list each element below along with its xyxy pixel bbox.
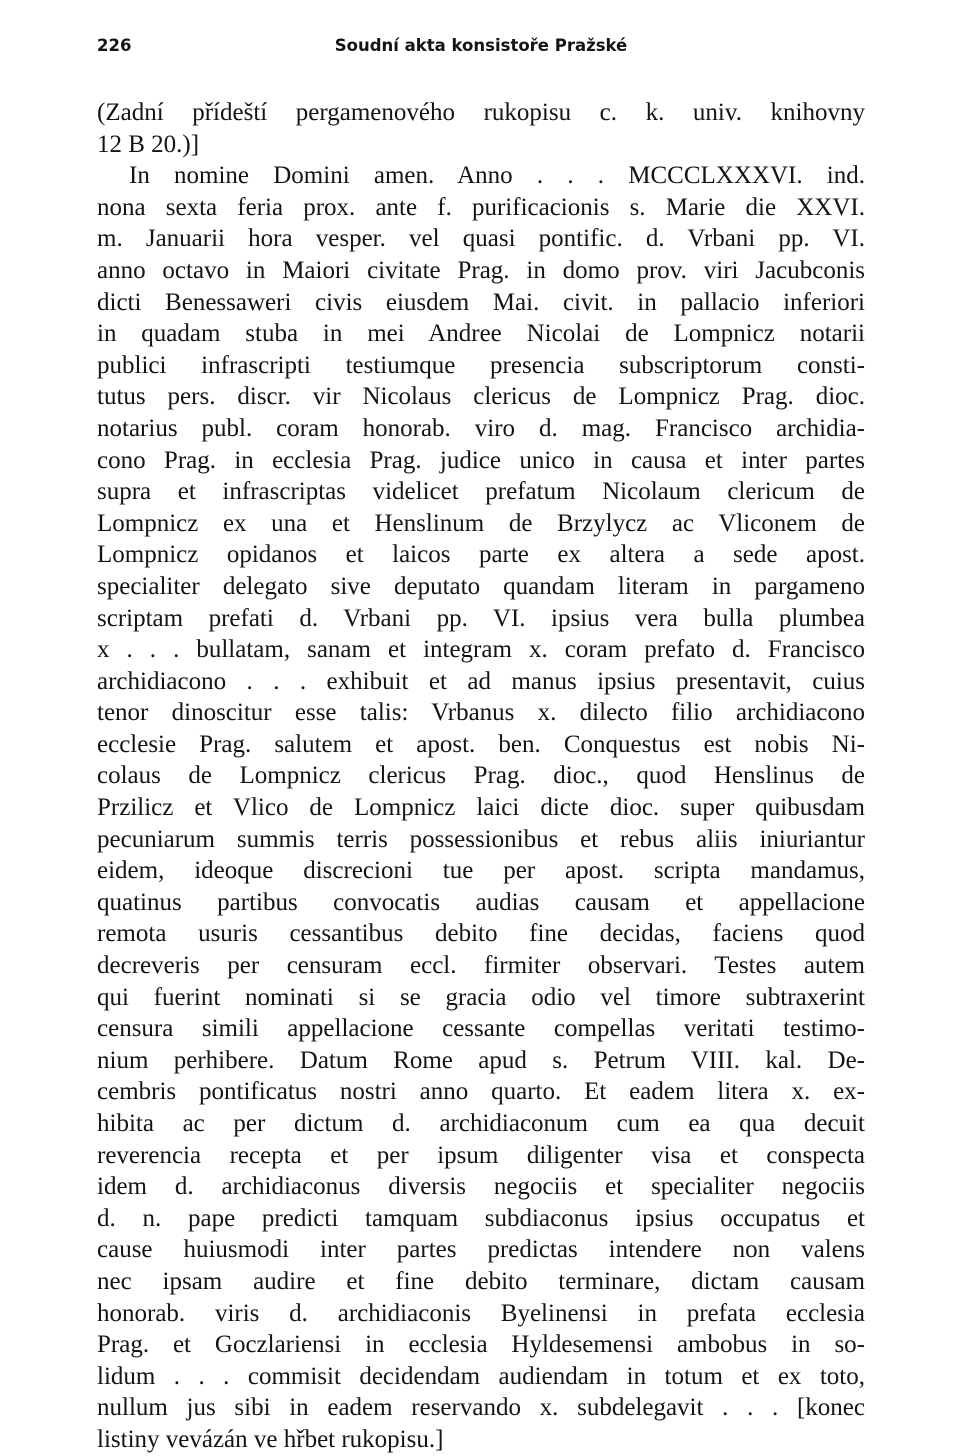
text-line: lidum . . . commisit decidendam audiendam in totum et ex toto, <box>97 1362 865 1390</box>
text-line: cono Prag. in ecclesia Prag. judice unico in causa et inter partes <box>97 446 865 474</box>
text-line: tenor dinoscitur esse talis: Vrbanus x. dilecto filio archidiacono <box>97 699 865 727</box>
text-line: Lompnicz ex una et Henslinum de Brzylycz ac Vliconem de <box>97 509 865 537</box>
text-line: scriptam prefati d. Vrbani pp. VI. ipsius vera bulla plumbea <box>97 604 865 632</box>
text-line: cause huiusmodi inter partes predictas intendere non valens <box>97 1236 865 1264</box>
text-line: remota usuris cessantibus debito fine decidas, faciens quod <box>97 920 865 948</box>
text-line: (Zadní přídeští pergamenového rukopisu c. k. univ. knihovny <box>97 99 865 126</box>
text-line: nullum jus sibi in eadem reservando x. subdelegavit . . . [konec <box>97 1394 865 1422</box>
text-line: honorab. viris d. archidiaconis Byelinensi in prefata ecclesia <box>97 1299 865 1327</box>
text-line: supra et infrascriptas videlicet prefatum Nicolaum clericum de <box>97 478 865 506</box>
text-line: m. Januarii hora vesper. vel quasi pontific. d. Vrbani pp. VI. <box>97 225 865 253</box>
text-line: eidem, ideoque discrecioni tue per apost. scripta mandamus, <box>97 857 865 885</box>
text-line: specialiter delegato sive deputato quandam literam in pargameno <box>97 572 865 600</box>
text-line: archidiacono . . . exhibuit et ad manus ipsius presentavit, cuius <box>97 667 865 695</box>
text-line: colaus de Lompnicz clericus Prag. dioc., quod Henslinus de <box>97 762 865 790</box>
text-line: hibita ac per dictum d. archidiaconum cum ea qua decuit <box>97 1110 865 1137</box>
text-line: Przilicz et Vlico de Lompnicz laici dicte dioc. super quibusdam <box>97 794 865 822</box>
text-line: pecuniarum summis terris possessionibus et rebus aliis iniuriantur <box>97 825 865 853</box>
text-line: quatinus partibus convocatis audias causam et appellacione <box>97 888 865 916</box>
text-line: publici infrascripti testiumque presencia subscriptorum consti- <box>97 351 865 379</box>
text-line: idem d. archidiaconus diversis negociis et specialiter negociis <box>97 1173 865 1201</box>
text-line: In nomine Domini amen. Anno . . . MCCCLXXXVI. ind. <box>129 162 865 190</box>
text-line: nium perhibere. Datum Rome apud s. Petrum VIII. kal. De- <box>97 1046 865 1074</box>
running-head <box>97 36 865 60</box>
text-line: censura simili appellacione cessante compellas veritati testimo- <box>97 1015 865 1043</box>
text-line: x . . . bullatam, sanam et integram x. coram prefato d. Francisco <box>97 636 865 664</box>
text-line: anno octavo in Maiori civitate Prag. in domo prov. viri Jacubconis <box>97 256 865 284</box>
text-line: Prag. et Goczlariensi in ecclesia Hyldesemensi ambobus in so- <box>97 1331 865 1359</box>
text-line: cembris pontificatus nostri anno quarto. Et eadem litera x. ex- <box>97 1078 865 1106</box>
text-line: Lompnicz opidanos et laicos parte ex altera a sede apost. <box>97 541 865 569</box>
body-text <box>97 97 865 1456</box>
text-line: qui fuerint nominati si se gracia odio vel timore subtraxerint <box>97 983 865 1011</box>
running-title: Soudní akta konsistoře Pražské <box>334 36 628 55</box>
text-line: reverencia recepta et per ipsum diligenter visa et conspecta <box>97 1141 865 1169</box>
text-line: tutus pers. discr. vir Nicolaus clericus de Lompnicz Prag. dioc. <box>97 383 865 411</box>
text-line: decreveris per censuram eccl. firmiter observari. Testes autem <box>97 952 865 980</box>
text-line: in quadam stuba in mei Andree Nicolai de Lompnicz notarii <box>97 320 865 348</box>
text-line: ecclesie Prag. salutem et apost. ben. Conquestus est nobis Ni- <box>97 730 865 758</box>
text-line: d. n. pape predicti tamquam subdiaconus ipsius occupatus et <box>97 1204 865 1232</box>
text-line: nec ipsam audire et fine debito terminare, dictam causam <box>97 1267 865 1295</box>
text-line: listiny vevázán ve hřbet rukopisu.] <box>97 1425 444 1453</box>
page-number: 226 <box>97 36 132 55</box>
text-line: nona sexta feria prox. ante f. purificacionis s. Marie die XXVI. <box>97 193 865 221</box>
text-line: dicti Benessaweri civis eiusdem Mai. civit. in pallacio inferiori <box>97 288 865 316</box>
text-line: 12 B 20.)] <box>97 130 200 158</box>
text-line: notarius publ. coram honorab. viro d. mag. Francisco archidia- <box>97 414 865 442</box>
